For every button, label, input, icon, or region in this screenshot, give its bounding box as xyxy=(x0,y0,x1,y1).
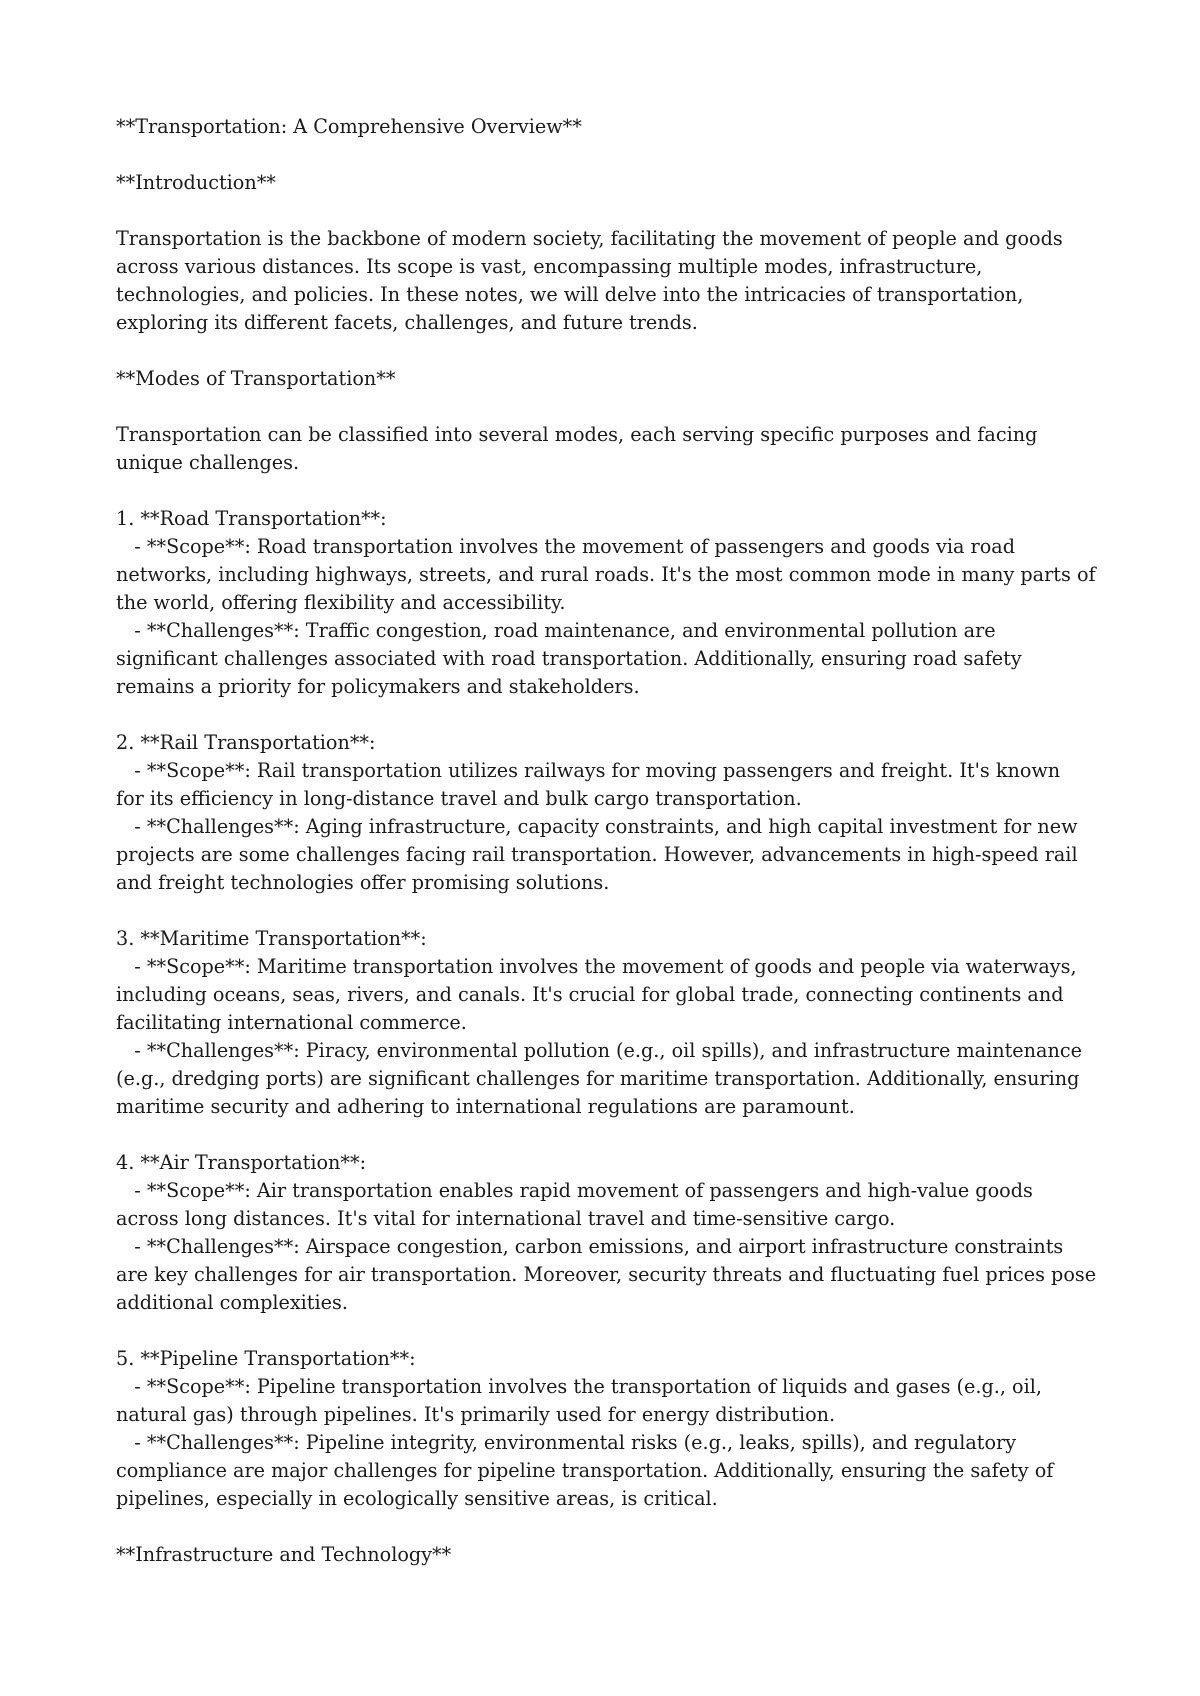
paragraph-line: - **Scope**: Air transportation enables rapid movement of passengers and high-value goods xyxy=(116,1179,1033,1202)
paragraph-line: technologies, and policies. In these notes, we will delve into the intricacies of transportation, xyxy=(116,283,1024,306)
paragraph-line: remains a priority for policymakers and stakeholders. xyxy=(116,675,640,698)
paragraph-line: facilitating international commerce. xyxy=(116,1011,467,1034)
paragraph-line: Transportation is the backbone of modern society, facilitating the movement of people and goods xyxy=(116,227,1063,250)
section-heading: 3. **Maritime Transportation**: xyxy=(116,927,427,950)
spacer xyxy=(116,477,1120,505)
paragraph-line: - **Challenges**: Airspace congestion, carbon emissions, and airport infrastructure constraints xyxy=(116,1235,1064,1258)
paragraph-line: - **Scope**: Road transportation involves the movement of passengers and goods via road xyxy=(116,535,1015,558)
paragraph-line: across various distances. Its scope is vast, encompassing multiple modes, infrastructure, xyxy=(116,255,983,278)
paragraph-line: exploring its different facets, challenges, and future trends. xyxy=(116,311,698,334)
spacer xyxy=(116,1317,1120,1345)
paragraph-line: - **Challenges**: Traffic congestion, road maintenance, and environmental pollution are xyxy=(116,619,996,642)
spacer xyxy=(116,1121,1120,1149)
paragraph-line: - **Scope**: Maritime transportation involves the movement of goods and people via waterways, xyxy=(116,955,1077,978)
paragraph-line: - **Scope**: Rail transportation utilizes railways for moving passengers and freight. It's known xyxy=(116,759,1061,782)
road-transportation-section xyxy=(116,505,1120,701)
paragraph-line: Transportation can be classified into several modes, each serving specific purposes and facing xyxy=(116,423,1038,446)
infrastructure-heading: **Infrastructure and Technology** xyxy=(116,1543,452,1566)
introduction-paragraph xyxy=(116,225,1120,337)
modes-intro-paragraph xyxy=(116,421,1120,477)
spacer xyxy=(116,1513,1120,1541)
section-heading: 2. **Rail Transportation**: xyxy=(116,731,376,754)
air-transportation-section xyxy=(116,1149,1120,1317)
paragraph-line: compliance are major challenges for pipeline transportation. Additionally, ensuring the safety of xyxy=(116,1459,1054,1482)
paragraph-line: unique challenges. xyxy=(116,451,300,474)
paragraph-line: the world, offering flexibility and accessibility. xyxy=(116,591,566,614)
section-heading: 4. **Air Transportation**: xyxy=(116,1151,367,1174)
spacer xyxy=(116,141,1120,169)
paragraph-line: are key challenges for air transportation. Moreover, security threats and fluctuating fuel prices pose xyxy=(116,1263,1097,1286)
paragraph-line: additional complexities. xyxy=(116,1291,348,1314)
spacer xyxy=(116,337,1120,365)
paragraph-line: (e.g., dredging ports) are significant challenges for maritime transportation. Additionally, ensuring xyxy=(116,1067,1080,1090)
introduction-heading: **Introduction** xyxy=(116,171,276,194)
paragraph-line: - **Challenges**: Pipeline integrity, environmental risks (e.g., leaks, spills), and regulatory xyxy=(116,1431,1017,1454)
document-title: **Transportation: A Comprehensive Overview** xyxy=(116,115,582,138)
paragraph-line: across long distances. It's vital for international travel and time-sensitive cargo. xyxy=(116,1207,896,1230)
maritime-transportation-section xyxy=(116,925,1120,1121)
paragraph-line: significant challenges associated with road transportation. Additionally, ensuring road safety xyxy=(116,647,1022,670)
section-heading: 5. **Pipeline Transportation**: xyxy=(116,1347,416,1370)
paragraph-line: projects are some challenges facing rail transportation. However, advancements in high-speed rail xyxy=(116,843,1078,866)
spacer xyxy=(116,197,1120,225)
paragraph-line: - **Scope**: Pipeline transportation involves the transportation of liquids and gases (e.g., oil, xyxy=(116,1375,1042,1398)
paragraph-line: - **Challenges**: Piracy, environmental pollution (e.g., oil spills), and infrastructure maintenance xyxy=(116,1039,1082,1062)
spacer xyxy=(116,701,1120,729)
paragraph-line: networks, including highways, streets, and rural roads. It's the most common mode in many parts of xyxy=(116,563,1096,586)
rail-transportation-section xyxy=(116,729,1120,897)
spacer xyxy=(116,897,1120,925)
paragraph-line: pipelines, especially in ecologically sensitive areas, is critical. xyxy=(116,1487,718,1510)
paragraph-line: including oceans, seas, rivers, and canals. It's crucial for global trade, connecting continents and xyxy=(116,983,1064,1006)
paragraph-line: maritime security and adhering to international regulations are paramount. xyxy=(116,1095,855,1118)
spacer xyxy=(116,393,1120,421)
modes-heading: **Modes of Transportation** xyxy=(116,367,396,390)
paragraph-line: - **Challenges**: Aging infrastructure, capacity constraints, and high capital investment for new xyxy=(116,815,1078,838)
pipeline-transportation-section xyxy=(116,1345,1120,1513)
paragraph-line: natural gas) through pipelines. It's primarily used for energy distribution. xyxy=(116,1403,836,1426)
section-heading: 1. **Road Transportation**: xyxy=(116,507,387,530)
paragraph-line: for its efficiency in long-distance travel and bulk cargo transportation. xyxy=(116,787,802,810)
paragraph-line: and freight technologies offer promising solutions. xyxy=(116,871,610,894)
